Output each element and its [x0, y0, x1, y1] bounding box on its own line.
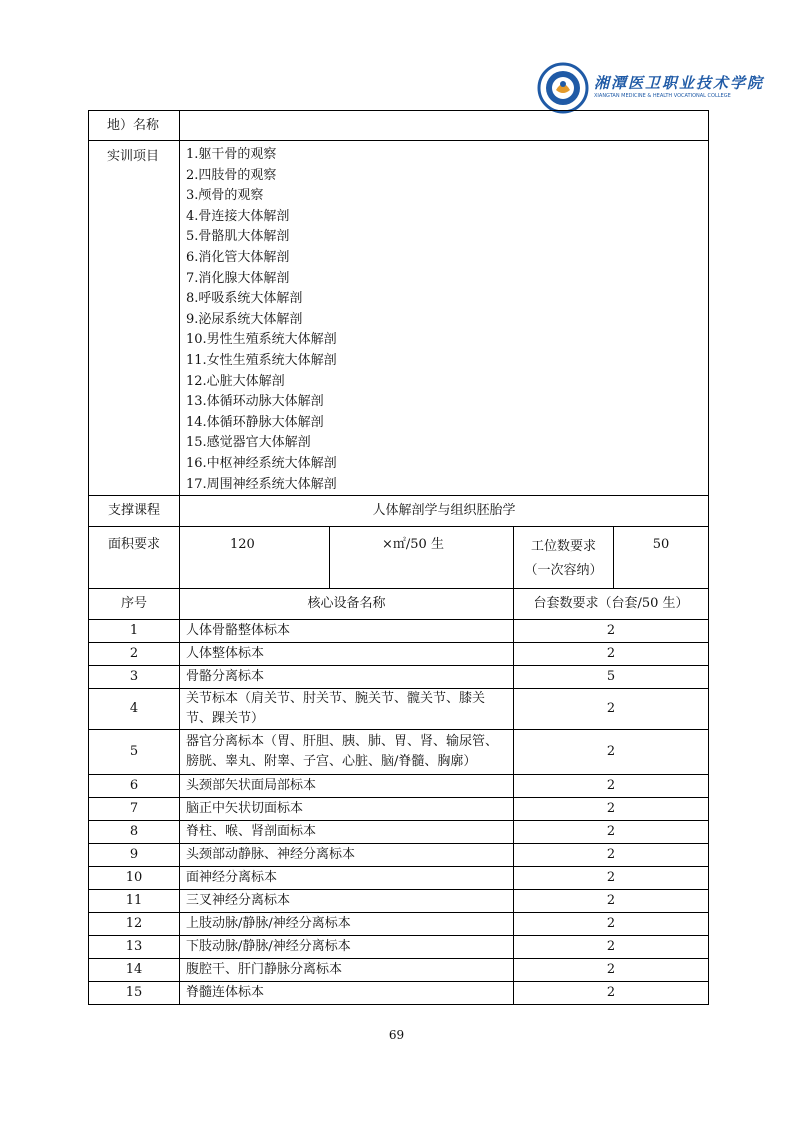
project-item: 11.女性生殖系统大体解剖 [186, 352, 337, 368]
row-quantity: 2 [514, 913, 709, 936]
row-equipment-name: 头颈部动静脉、神经分离标本 [180, 844, 514, 867]
course-label: 支撑课程 [89, 496, 180, 527]
stations-value: 50 [614, 527, 709, 589]
table-row [89, 890, 709, 913]
project-item: 7.消化腺大体解剖 [186, 270, 290, 286]
row-quantity: 2 [514, 936, 709, 959]
project-item: 17.周围神经系统大体解剖 [186, 476, 337, 492]
table-row [89, 798, 709, 821]
row-index: 5 [89, 730, 180, 775]
row-equipment-name: 三叉神经分离标本 [180, 890, 514, 913]
logo-text-cn: 湘潭医卫职业技术学院 [594, 74, 765, 92]
row-index: 9 [89, 844, 180, 867]
col-index-header: 序号 [89, 589, 180, 620]
stations-label-cell [514, 527, 614, 589]
col-name-header: 核心设备名称 [180, 589, 514, 620]
row-index: 7 [89, 798, 180, 821]
row-equipment-name: 腹腔干、肝门静脉分离标本 [180, 959, 514, 982]
row-quantity: 2 [514, 775, 709, 798]
table-row [89, 844, 709, 867]
row-equipment-name: 人体骨骼整体标本 [180, 620, 514, 643]
page-number: 69 [388, 1028, 405, 1042]
area-row [89, 527, 709, 589]
row-index: 2 [89, 643, 180, 666]
row-index: 6 [89, 775, 180, 798]
project-item: 8.呼吸系统大体解剖 [186, 291, 303, 307]
row-index: 8 [89, 821, 180, 844]
row-index: 13 [89, 936, 180, 959]
row-index: 4 [89, 689, 180, 730]
project-item: 2.四肢骨的观察 [186, 167, 277, 183]
table-row [89, 913, 709, 936]
table-row [89, 620, 709, 643]
area-unit: ×㎡/50 生 [330, 527, 514, 589]
table-row [89, 867, 709, 890]
stations-note: （一次容纳） [524, 563, 603, 579]
site-name-row [89, 111, 709, 141]
project-item: 9.泌尿系统大体解剖 [186, 311, 303, 327]
project-item: 13.体循环动脉大体解剖 [186, 394, 324, 410]
table-row [89, 643, 709, 666]
row-quantity: 2 [514, 959, 709, 982]
row-index: 3 [89, 666, 180, 689]
table-row [89, 959, 709, 982]
table-row [89, 775, 709, 798]
row-equipment-name: 脊柱、喉、肾剖面标本 [180, 821, 514, 844]
row-equipment-name: 头颈部矢状面局部标本 [180, 775, 514, 798]
row-index: 10 [89, 867, 180, 890]
logo-text-en: XIANGTAN MEDICINE & HEALTH VOCATIONAL COLLEGE [594, 93, 731, 99]
area-label: 面积要求 [89, 527, 180, 589]
project-item: 5.骨骼肌大体解剖 [186, 229, 290, 245]
project-item: 15.感觉器官大体解剖 [186, 435, 311, 451]
row-index: 12 [89, 913, 180, 936]
row-equipment-name: 关节标本（肩关节、肘关节、腕关节、髋关节、膝关节、踝关节） [180, 689, 514, 730]
project-item: 12.心脏大体解剖 [186, 373, 285, 389]
row-equipment-name: 面神经分离标本 [180, 867, 514, 890]
row-equipment-name: 下肢动脉/静脉/神经分离标本 [180, 936, 514, 959]
project-item: 4.骨连接大体解剖 [186, 208, 290, 224]
table-row [89, 821, 709, 844]
row-quantity: 2 [514, 844, 709, 867]
projects-row [89, 141, 709, 496]
table-row [89, 666, 709, 689]
projects-label: 实训项目 [89, 141, 180, 496]
course-value: 人体解剖学与组织胚胎学 [180, 496, 709, 527]
project-item: 1.躯干骨的观察 [186, 147, 277, 162]
row-index: 11 [89, 890, 180, 913]
row-index: 14 [89, 959, 180, 982]
row-index: 1 [89, 620, 180, 643]
row-quantity: 2 [514, 798, 709, 821]
equipment-header-row [89, 589, 709, 620]
col-qty-header: 台套数要求（台套/50 生） [514, 589, 709, 620]
equipment-rows [89, 620, 709, 1005]
row-quantity: 2 [514, 643, 709, 666]
stations-label: 工位数要求 [530, 539, 596, 555]
row-quantity: 2 [514, 620, 709, 643]
course-row [89, 496, 709, 527]
project-item: 6.消化管大体解剖 [186, 249, 290, 265]
project-item: 16.中枢神经系统大体解剖 [186, 455, 337, 471]
table-row [89, 936, 709, 959]
table-row [89, 730, 709, 775]
row-quantity: 2 [514, 867, 709, 890]
row-equipment-name: 脑正中矢状切面标本 [180, 798, 514, 821]
area-value: 120 [180, 527, 330, 589]
row-index: 15 [89, 982, 180, 1005]
college-logo [536, 60, 765, 116]
project-item: 10.男性生殖系统大体解剖 [186, 332, 337, 348]
projects-list [180, 141, 709, 496]
project-item: 3.颅骨的观察 [186, 188, 264, 204]
site-name-value [180, 111, 709, 141]
row-quantity: 2 [514, 689, 709, 730]
row-quantity: 2 [514, 730, 709, 775]
project-item: 14.体循环静脉大体解剖 [186, 414, 324, 430]
training-room-table [88, 110, 709, 1005]
row-equipment-name: 上肢动脉/静脉/神经分离标本 [180, 913, 514, 936]
table-row [89, 982, 709, 1005]
row-quantity: 5 [514, 666, 709, 689]
table-row [89, 689, 709, 730]
row-equipment-name: 器官分离标本（胃、肝胆、胰、肺、胃、肾、输尿管、膀胱、睾丸、附睾、子宫、心脏、脑/脊髓、胸廓） [180, 730, 514, 775]
row-quantity: 2 [514, 982, 709, 1005]
site-name-label: 地）名称 [89, 111, 180, 141]
row-equipment-name: 脊髓连体标本 [180, 982, 514, 1005]
row-quantity: 2 [514, 821, 709, 844]
row-equipment-name: 骨骼分离标本 [180, 666, 514, 689]
row-quantity: 2 [514, 890, 709, 913]
row-equipment-name: 人体整体标本 [180, 643, 514, 666]
